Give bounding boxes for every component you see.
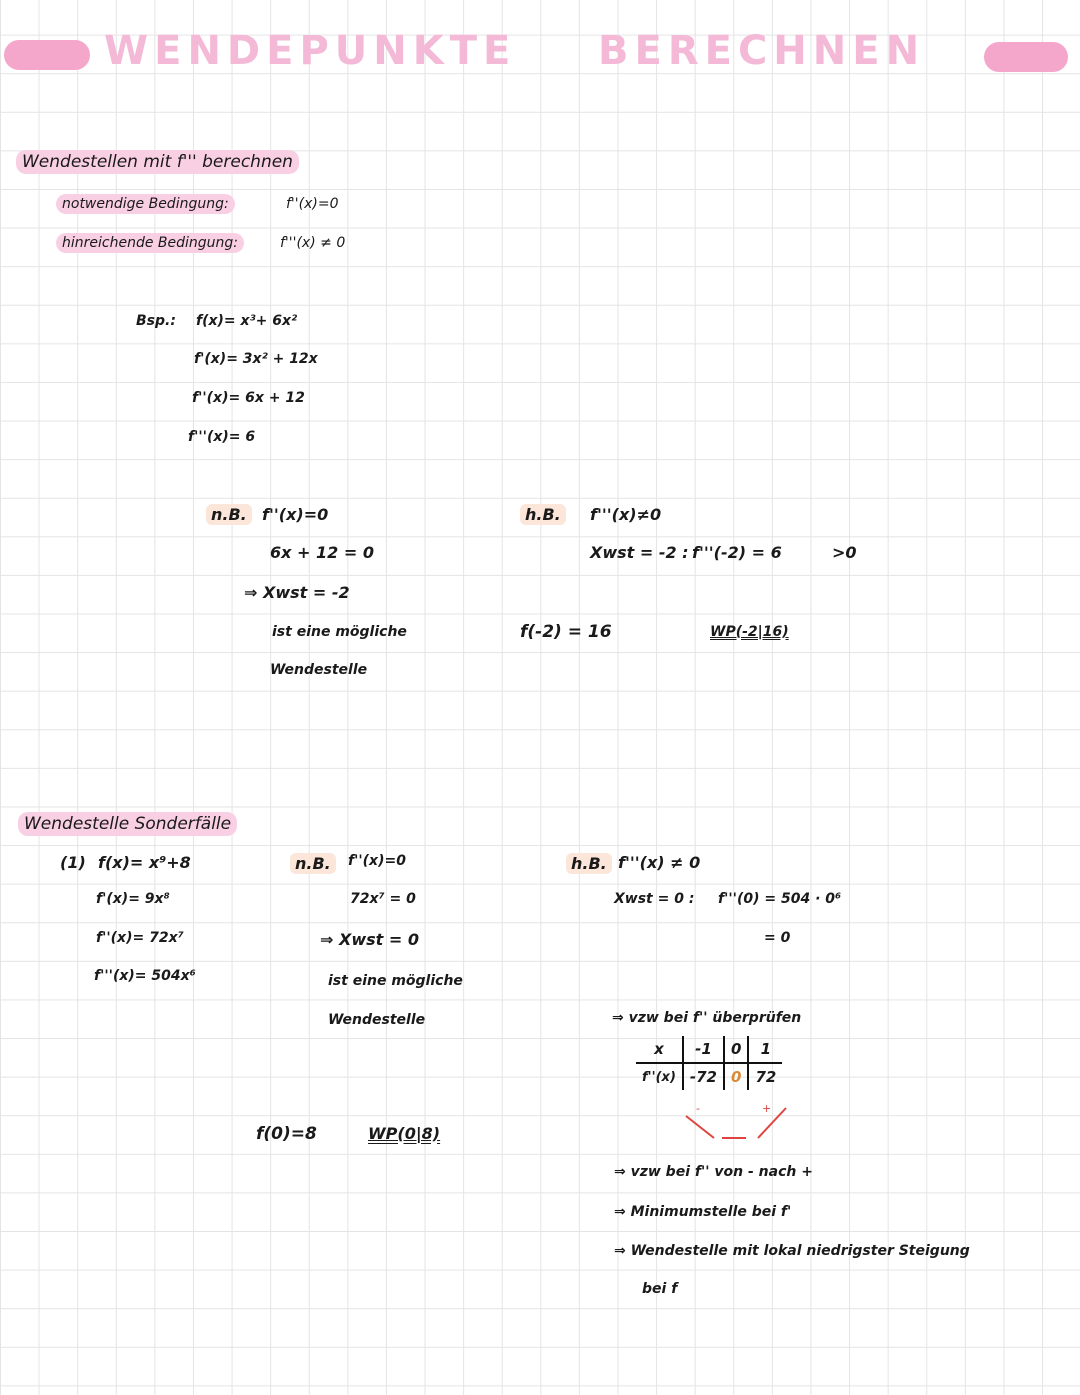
table-cell: -72 bbox=[683, 1063, 724, 1090]
turning-point-1: WP(-2|16) bbox=[710, 624, 789, 640]
table-y-label: f''(x) bbox=[642, 1069, 676, 1085]
nb2-line2: 72x⁷ = 0 bbox=[350, 891, 416, 907]
table-cell: 72 bbox=[748, 1063, 782, 1090]
hb1-line2b: f'''(-2) = 6 bbox=[692, 543, 782, 562]
necessary-condition-label: notwendige Bedingung: bbox=[56, 194, 235, 214]
table-row bbox=[636, 1063, 782, 1090]
sign-change-table bbox=[636, 1036, 782, 1090]
conclusion-2: ⇒ Minimumstelle bei f' bbox=[614, 1204, 792, 1220]
necessary-condition-value: f''(x)=0 bbox=[286, 196, 339, 212]
nb1-line2: 6x + 12 = 0 bbox=[270, 543, 374, 562]
example-f: f(x)= x³+ 6x² bbox=[196, 313, 298, 329]
conclusion-3: ⇒ Wendestelle mit lokal niedrigster Steigung bbox=[614, 1243, 970, 1259]
special-f: f(x)= x⁹+8 bbox=[98, 853, 191, 872]
table-cell: 0 bbox=[724, 1063, 748, 1090]
example-f2: f''(x)= 6x + 12 bbox=[192, 390, 305, 406]
special-f1: f'(x)= 9x⁸ bbox=[96, 891, 170, 907]
hb-label-2: h.B. bbox=[566, 853, 612, 874]
sufficient-condition-label: hinreichende Bedingung: bbox=[56, 233, 244, 253]
f-value-1: f(-2) = 16 bbox=[520, 622, 612, 642]
table-cell: 0 bbox=[724, 1036, 748, 1063]
hb-label-1: h.B. bbox=[520, 504, 566, 525]
nb-label-2: n.B. bbox=[290, 853, 336, 874]
page-title bbox=[0, 0, 1, 1]
title-bar-right bbox=[984, 42, 1068, 72]
special-case-number: (1) bbox=[60, 853, 86, 872]
hb2-line2a: Xwst = 0 : bbox=[614, 891, 695, 907]
title-word-1: WENDEPUNKTE bbox=[104, 28, 517, 74]
nb2-line4: ist eine mögliche bbox=[328, 973, 463, 989]
title-bar-left bbox=[4, 40, 90, 70]
conclusion-4: bei f bbox=[642, 1281, 678, 1297]
special-f2: f''(x)= 72x⁷ bbox=[96, 930, 184, 946]
f-value-2: f(0)=8 bbox=[256, 1124, 317, 1144]
turning-point-2: WP(0|8) bbox=[368, 1124, 441, 1143]
table-cell: 1 bbox=[748, 1036, 782, 1063]
example-label: Bsp.: bbox=[136, 313, 176, 329]
conclusion-1: ⇒ vzw bei f'' von - nach + bbox=[614, 1164, 813, 1180]
table-x-label: x bbox=[636, 1036, 683, 1063]
sufficient-condition-value: f'''(x) ≠ 0 bbox=[280, 235, 346, 251]
sign-minus: - bbox=[696, 1102, 700, 1115]
section2-heading: Wendestelle Sonderfälle bbox=[18, 812, 237, 836]
nb2-line1: f''(x)=0 bbox=[348, 853, 406, 869]
nb2-line3: ⇒ Xwst = 0 bbox=[320, 930, 419, 949]
hb2-line1: f'''(x) ≠ 0 bbox=[618, 853, 701, 872]
hb1-line2c: >0 bbox=[832, 543, 857, 562]
example-f3: f'''(x)= 6 bbox=[188, 429, 256, 445]
sign-plus: + bbox=[762, 1102, 772, 1115]
table-row bbox=[636, 1036, 782, 1063]
hb1-line2a: Xwst = -2 : bbox=[590, 543, 689, 562]
sign-change-sketch bbox=[676, 1104, 796, 1144]
special-f3: f'''(x)= 504x⁶ bbox=[94, 968, 196, 984]
example-f1: f'(x)= 3x² + 12x bbox=[194, 351, 318, 367]
nb1-line1: f''(x)=0 bbox=[262, 505, 329, 524]
table-cell: -1 bbox=[683, 1036, 724, 1063]
sign-change-check: ⇒ vzw bei f'' überprüfen bbox=[612, 1010, 802, 1026]
nb1-line3: ⇒ Xwst = -2 bbox=[244, 583, 350, 602]
nb2-line5: Wendestelle bbox=[328, 1012, 426, 1028]
hb1-line1: f'''(x)≠0 bbox=[590, 505, 662, 524]
nb1-line4: ist eine mögliche bbox=[272, 624, 407, 640]
hb2-line2b: f'''(0) = 504 · 0⁶ bbox=[718, 891, 842, 907]
section1-heading: Wendestellen mit f''' berechnen bbox=[16, 150, 299, 174]
nb1-line5: Wendestelle bbox=[270, 662, 368, 678]
title-word-2: BERECHNEN bbox=[598, 28, 926, 74]
nb-label-1: n.B. bbox=[206, 504, 252, 525]
hb2-line2c: = 0 bbox=[764, 930, 791, 946]
